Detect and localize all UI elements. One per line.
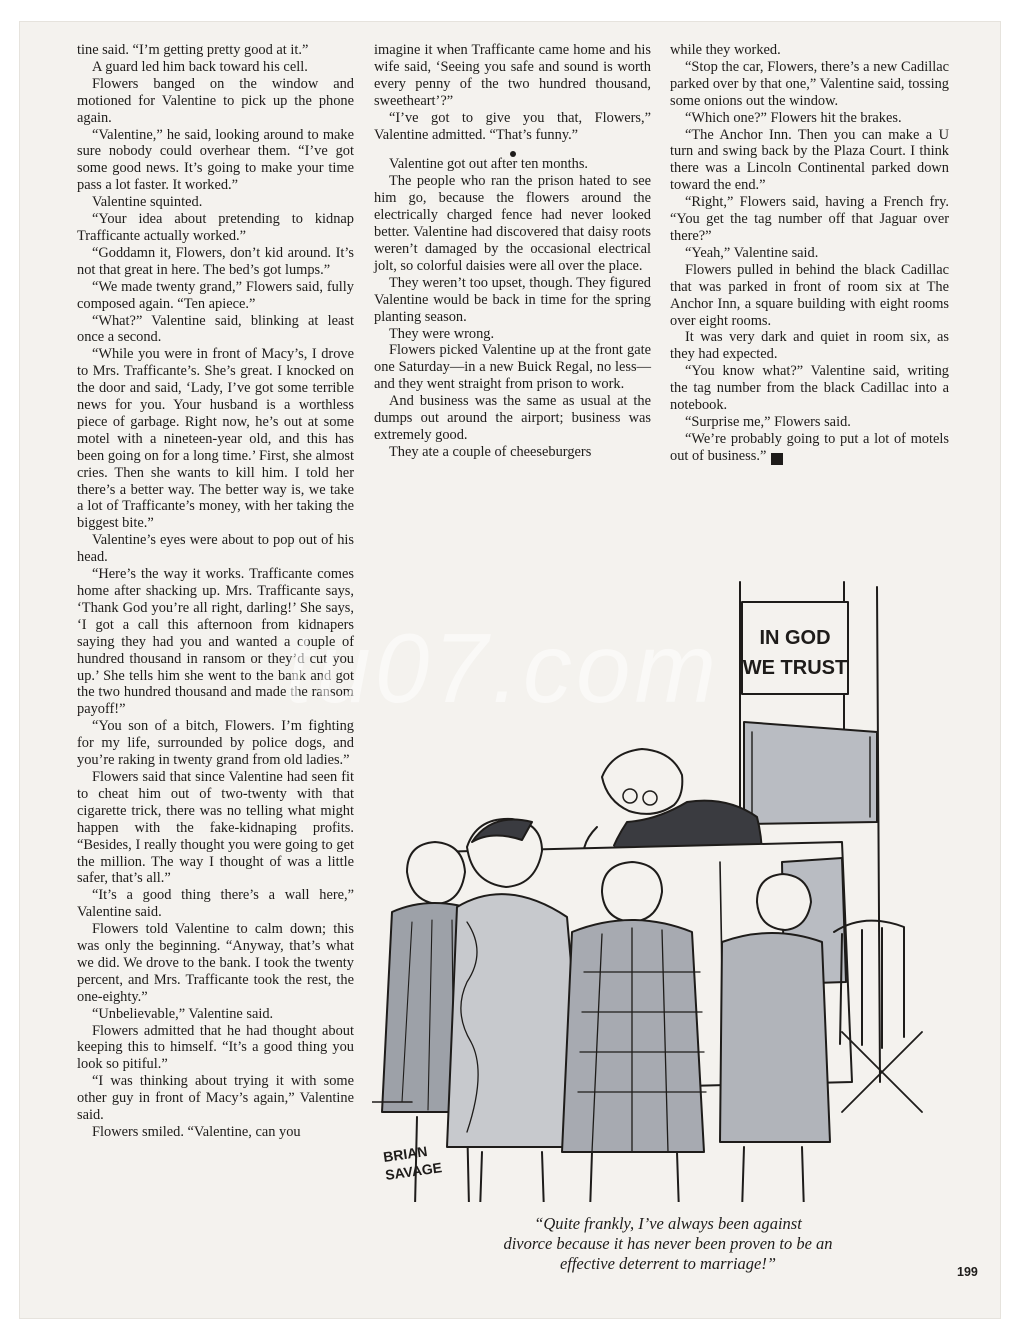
article-column-3 <box>670 42 949 465</box>
bench-panel <box>744 722 877 824</box>
section-break-dot <box>374 145 651 155</box>
judge-head <box>602 749 682 814</box>
paragraph: They ate a couple of cheeseburgers <box>389 443 592 460</box>
paragraph: “Valentine,” he said, looking around to make sure nobody could overhear them. “I’ve got some good news. It’s going to make your time pass a lot faster. It worked.” <box>77 126 354 194</box>
paragraph: The people who ran the prison hated to see him go, because the flowers around the electrically charged fence had never looked better. Valentine had discovered that daisy roots weren’t damaged by the occasional electrical jolt, so colorful daisies were all over the place. <box>374 173 651 274</box>
lawyer-jacket <box>562 920 704 1152</box>
paragraph: “Yeah,” Valentine said. <box>685 244 819 261</box>
artist-signature-line-2: SAVAGE <box>384 1159 443 1183</box>
paragraph: “Stop the car, Flowers, there’s a new Cadillac parked over by that one,” Valentine said, tossing some onions out the window. <box>670 58 949 109</box>
paragraph: “It’s a good thing there’s a wall here,” Valentine said. <box>77 887 354 921</box>
paragraph: A guard led him back toward his cell. <box>92 58 308 75</box>
paragraph: They weren’t too upset, though. They figured Valentine would be back in time for the spring planting season. <box>374 274 651 325</box>
lawyer-head <box>602 862 662 922</box>
paragraph: “Which one?” Flowers hit the brakes. <box>685 109 902 126</box>
sign-line-1: IN GOD <box>759 627 831 649</box>
paragraph: imagine it when Trafficante came home and his wife said, ‘Seeing you safe and sound is worth every penny of the two hundred thousand, sweetheart’?” <box>374 42 651 109</box>
page-number: 199 <box>957 1265 978 1279</box>
paragraph: “I was thinking about trying it with some other guy in front of Macy’s again,” Valentine said. <box>77 1073 354 1124</box>
wall-line <box>877 587 880 1082</box>
paragraph: Valentine got out after ten months. <box>389 156 589 173</box>
article-column-2 <box>374 42 651 461</box>
paragraph: “You know what?” Valentine said, writing the tag number from the black Cadillac into a notebook. <box>670 363 949 414</box>
sign-line-2: WE TRUST <box>742 657 848 679</box>
closing-quote-text: “We’re probably going to put a lot of motels out of business.” <box>670 430 949 464</box>
paragraph: “Your idea about pretending to kidnap Trafficante actually worked.” <box>77 211 354 244</box>
artist-signature-line-1: BRIAN <box>382 1142 429 1165</box>
paragraph: “I’ve got to give you that, Flowers,” Valentine admitted. “That’s funny.” <box>374 109 651 143</box>
article-column-1 <box>77 42 354 1141</box>
watermark: tu07.com <box>285 613 721 723</box>
playboy-end-mark-icon: ■ <box>771 453 783 465</box>
cartoon-illustration <box>372 562 952 1202</box>
paragraph: “You son of a bitch, Flowers. I’m fighting for my life, surrounded by police dogs, and you’re raking in twenty grand from old ladies.” <box>77 718 354 769</box>
paragraph: And business was the same as usual at the dumps out around the airport; business was extremely good. <box>374 393 651 443</box>
magazine-page <box>20 22 1000 1318</box>
paragraph: tine said. “I’m getting pretty good at it.” <box>77 42 309 58</box>
wife-legs <box>480 1152 544 1202</box>
paragraph: Flowers picked Valentine up at the front gate one Saturday—in a new Buick Regal, no less—and they went straight from prison to work. <box>374 342 651 393</box>
paragraph: Flowers said that since Valentine had seen fit to cheat him out of two-twenty with that cigarette trick, there was no telling what might happen with the fake-kidnaping profits. “Besides, I really thought you were going to get the million. The way I thought of was a little safer, that’s all.” <box>77 768 354 887</box>
paragraph: “Here’s the way it works. Trafficante comes home after shacking up. Mrs. Trafficante says, ‘Thank God you’re all right, darling!’ She says, ‘I got a call this afternoon from kidnapers saying they had you and wanted a couple of hundred thousand in ransom or they’d cut you up.’ She tells him she went to the bank and got the two hundred thousand and made the ransom payoff!” <box>77 566 354 718</box>
cartoon-caption <box>418 1214 918 1274</box>
paragraph: “While you were in front of Macy’s, I drove to Mrs. Trafficante’s. She’s great. I knocked on the door and said, ‘Lady, I’ve got some terrible news for you. Your husband is a worthless piece of garbage. Right now, he’s out at some motel with a nineteen-year old, and this has been going on for a long time.’ First, she almost cries. Then she wants to kill him. I told her there’s a better way. The better way is, we take a lot of Trafficante’s money, with her taking the biggest bite.” <box>77 346 354 532</box>
husband-head <box>407 842 465 904</box>
paragraph: Valentine squinted. <box>92 194 203 211</box>
paragraph: “Unbelievable,” Valentine said. <box>92 1005 274 1022</box>
caption-line: effective deterrent to marriage!” <box>559 1254 777 1273</box>
lawyer-legs <box>590 1152 679 1202</box>
paragraph: “Goddamn it, Flowers, don’t kid around. It’s not that great in here. The bed’s got lumps.” <box>77 244 354 278</box>
paragraph: “Right,” Flowers said, having a French fry. “You get the tag number off that Jaguar over there?” <box>670 194 949 244</box>
paragraph: Flowers banged on the window and motioned for Valentine to pick up the phone again. <box>77 75 354 126</box>
paragraph: while they worked. <box>670 42 781 58</box>
paragraph: “The Anchor Inn. Then you can make a U turn and swing back by the Plaza Court. I think there was a Lincoln Continental parked down toward the end.” <box>670 126 949 194</box>
attorney-legs <box>742 1147 804 1202</box>
paragraph: Flowers admitted that he had thought about keeping this to himself. “It’s a good thing you look so pitiful.” <box>77 1022 354 1073</box>
paragraph <box>670 431 949 465</box>
paragraph: They were wrong. <box>389 325 495 342</box>
paragraph: It was very dark and quiet in room six, as they had expected. <box>670 329 949 363</box>
paragraph: Flowers smiled. “Valentine, can you <box>92 1124 301 1140</box>
caption-line: “Quite frankly, I’ve always been against <box>534 1214 802 1233</box>
paragraph: “Surprise me,” Flowers said. <box>685 413 851 430</box>
attorney-head <box>757 874 811 930</box>
caption-line: divorce because it has never been proven to be an <box>503 1234 833 1253</box>
paragraph: Flowers pulled in behind the black Cadillac that was parked in front of room six at The Anchor Inn, a square building with eight rooms over eight rooms. <box>670 261 949 329</box>
paragraph: Valentine’s eyes were about to pop out of his head. <box>77 532 354 566</box>
attorney-suit <box>720 933 830 1142</box>
paragraph: “What?” Valentine said, blinking at least once a second. <box>77 312 354 346</box>
paragraph: Flowers told Valentine to calm down; this was only the beginning. “Anyway, that’s what we did. We drove to the bank. I took the twenty percent, and Mrs. Trafficante took the rest, the one-eighty.” <box>77 921 354 1005</box>
paragraph: “We made twenty grand,” Flowers said, fully composed again. “Ten apiece.” <box>77 278 354 312</box>
